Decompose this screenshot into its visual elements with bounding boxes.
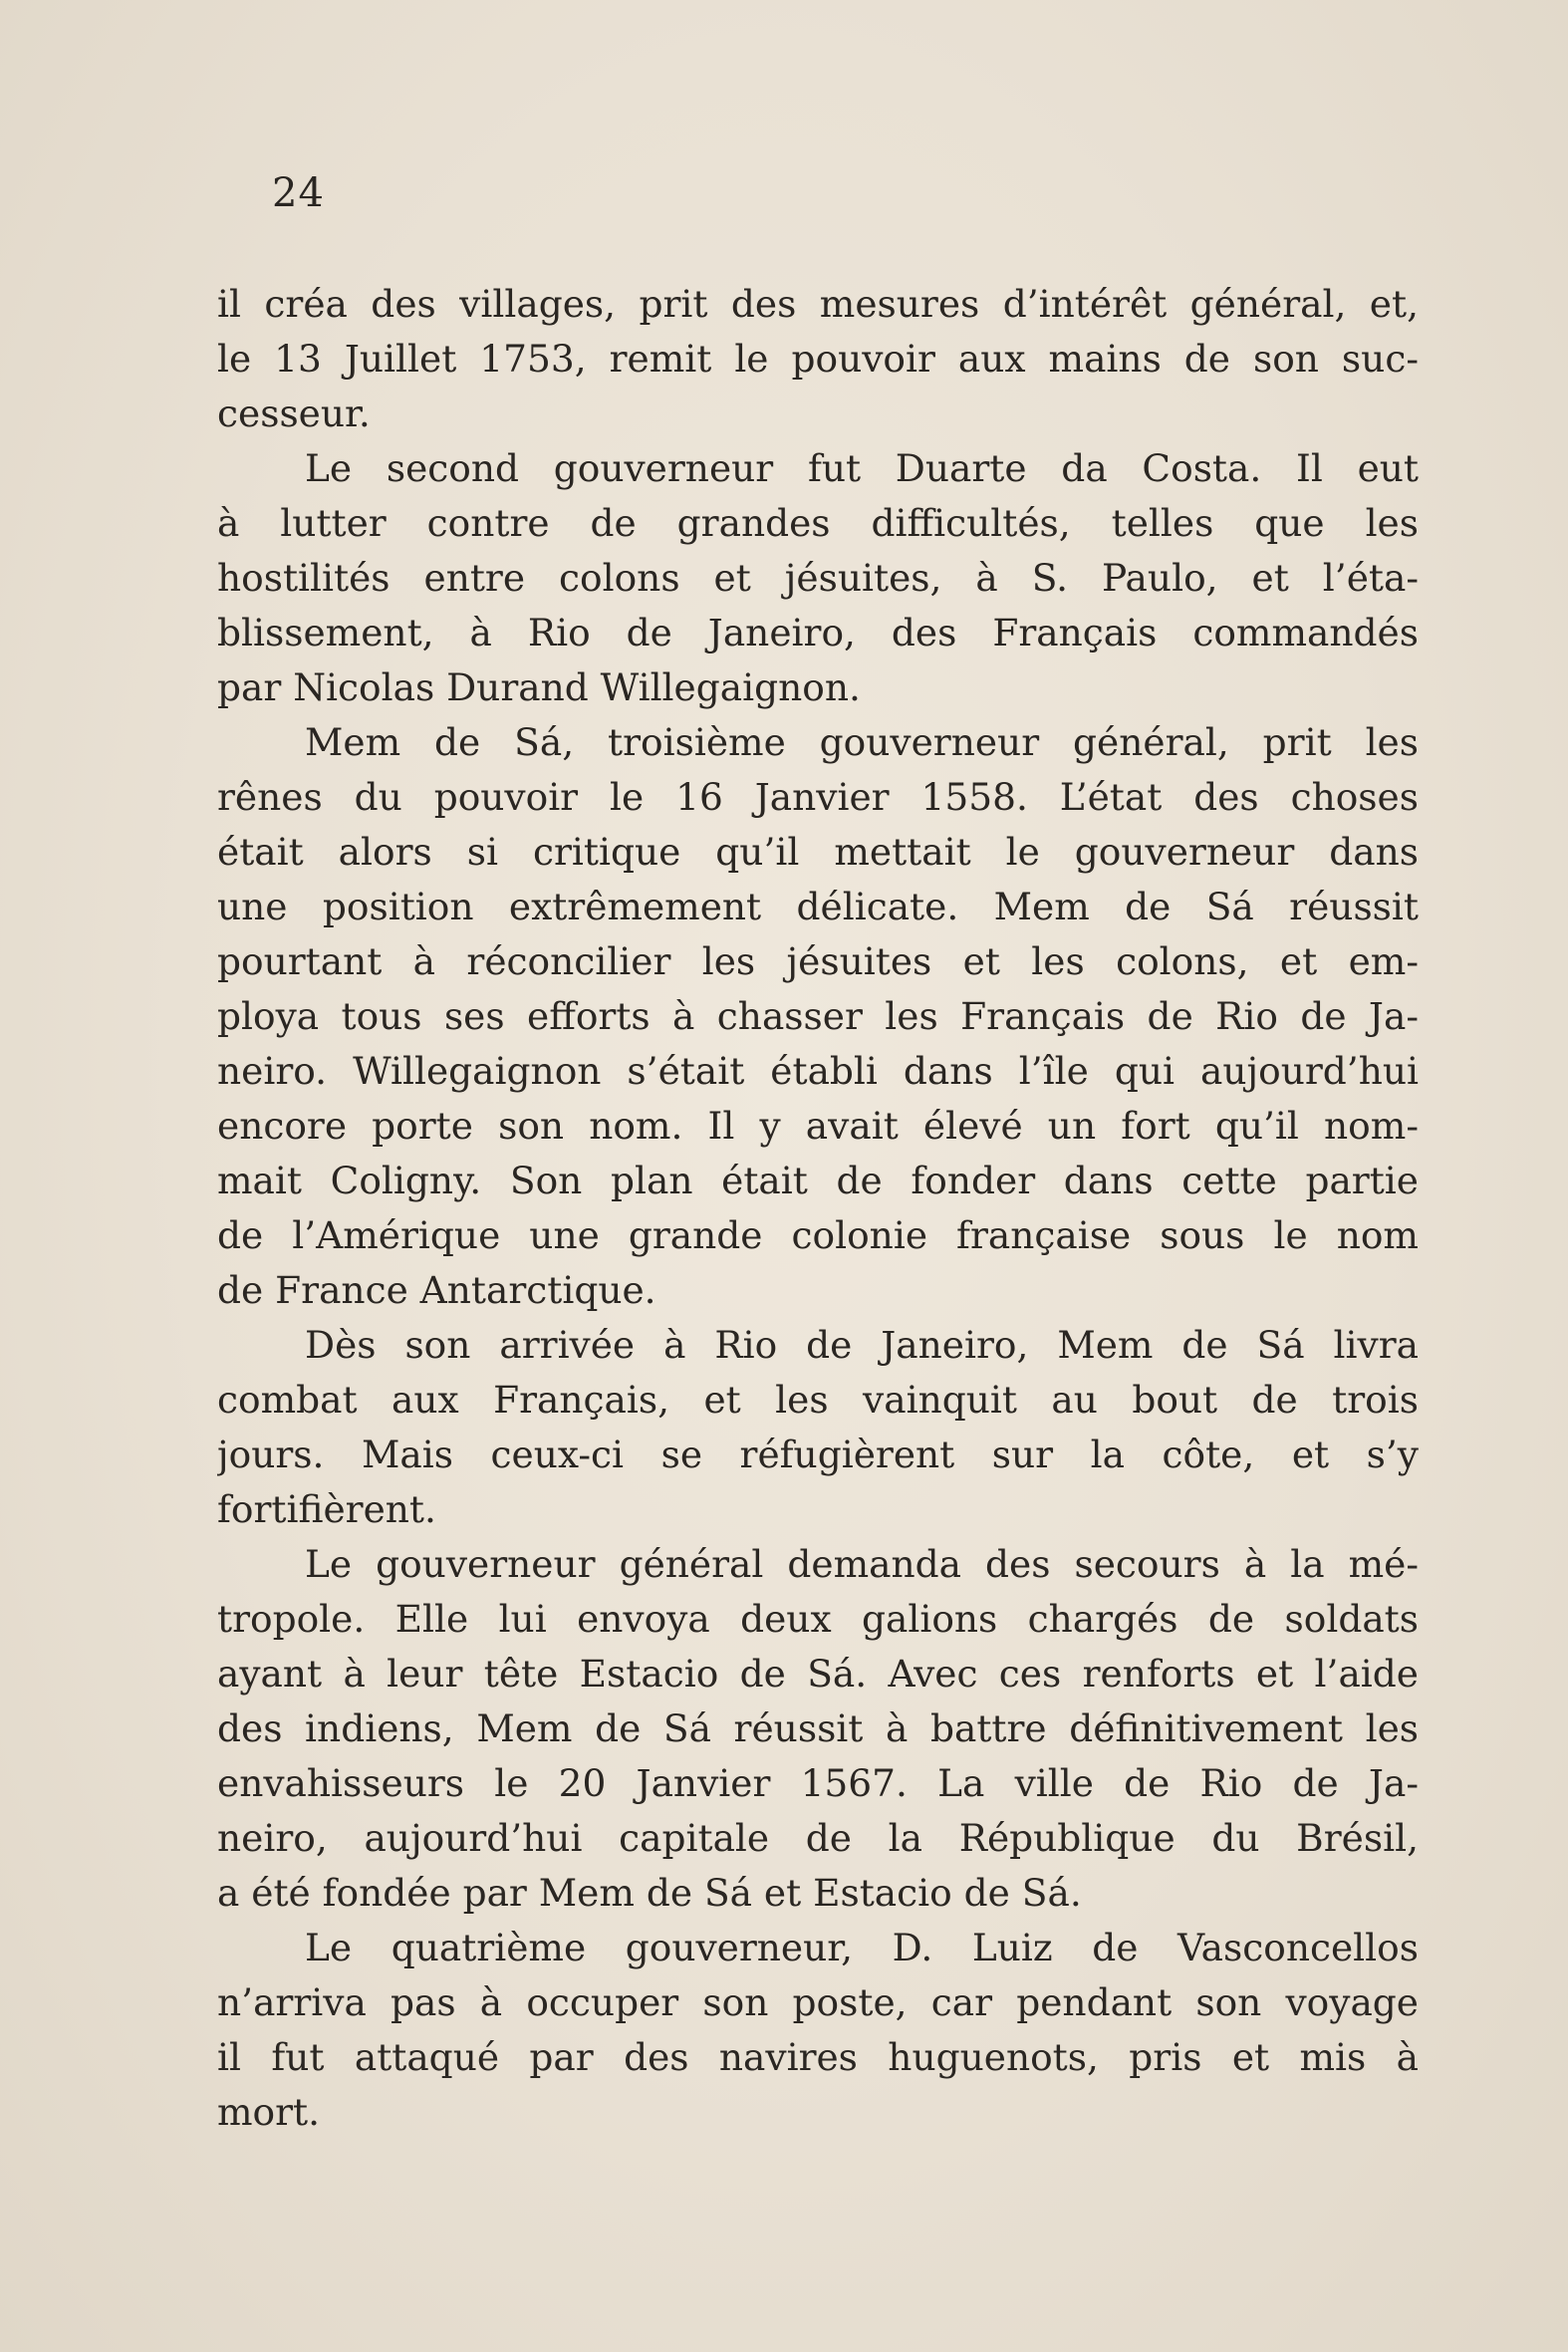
- text-line: blissement, à Rio de Janeiro, des Français commandés: [217, 611, 1419, 654]
- page-number: 24: [272, 170, 325, 216]
- text-line: Dès son arrivée à Rio de Janeiro, Mem de Sá livra: [305, 1323, 1419, 1367]
- text-line: mait Coligny. Son plan était de fonder dans cette partie: [217, 1159, 1419, 1202]
- text-line: le 13 Juillet 1753, remit le pouvoir aux mains de son suc-: [217, 337, 1419, 381]
- text-line: tropole. Elle lui envoya deux galions chargés de soldats: [217, 1597, 1419, 1641]
- text-line: mort.: [217, 2090, 321, 2134]
- text-line: n’arriva pas à occuper son poste, car pendant son voyage: [217, 1980, 1419, 2024]
- text-line: par Nicolas Durand Willegaignon.: [217, 665, 861, 709]
- text-line: cesseur.: [217, 392, 371, 435]
- text-line: pourtant à réconcilier les jésuites et les colons, et em-: [217, 939, 1419, 983]
- text-line: neiro. Willegaignon s’était établi dans l’île qui aujourd’hui: [217, 1049, 1419, 1093]
- text-line: des indiens, Mem de Sá réussit à battre définitivement les: [217, 1706, 1419, 1750]
- text-line: a été fondée par Mem de Sá et Estacio de Sá.: [217, 1871, 1082, 1915]
- text-line: rênes du pouvoir le 16 Janvier 1558. L’état des choses: [217, 775, 1419, 819]
- text-line: de l’Amérique une grande colonie française sous le nom: [217, 1213, 1419, 1257]
- text-line: de France Antarctique.: [217, 1268, 656, 1312]
- body-text: [217, 277, 1419, 2140]
- text-line: Le quatrième gouverneur, D. Luiz de Vasconcellos: [305, 1926, 1419, 1969]
- text-line: Mem de Sá, troisième gouverneur général, prit les: [305, 720, 1419, 764]
- text-line: était alors si critique qu’il mettait le gouverneur dans: [217, 830, 1419, 874]
- text-line: Le gouverneur général demanda des secours à la mé-: [305, 1542, 1419, 1586]
- text-line: envahisseurs le 20 Janvier 1567. La ville de Rio de Ja-: [217, 1761, 1419, 1805]
- text-line: jours. Mais ceux-ci se réfugièrent sur la côte, et s’y: [217, 1433, 1419, 1476]
- text-line: ayant à leur tête Estacio de Sá. Avec ces renforts et l’aide: [217, 1652, 1419, 1696]
- text-line: il créa des villages, prit des mesures d’intérêt général, et,: [217, 282, 1419, 326]
- text-line: une position extrêmement délicate. Mem de Sá réussit: [217, 885, 1419, 928]
- text-line: ploya tous ses efforts à chasser les Français de Rio de Ja-: [217, 994, 1419, 1038]
- text-line: il fut attaqué par des navires huguenots, pris et mis à: [217, 2035, 1419, 2079]
- text-line: hostilités entre colons et jésuites, à S. Paulo, et l’éta-: [217, 556, 1419, 600]
- text-line: à lutter contre de grandes difficultés, telles que les: [217, 501, 1419, 545]
- text-line: fortifièrent.: [217, 1487, 436, 1531]
- text-line: Le second gouverneur fut Duarte da Costa. Il eut: [305, 446, 1419, 490]
- text-line: combat aux Français, et les vainquit au bout de trois: [217, 1378, 1419, 1422]
- text-line: encore porte son nom. Il y avait élevé un fort qu’il nom-: [217, 1104, 1419, 1148]
- text-line: neiro, aujourd’hui capitale de la République du Brésil,: [217, 1816, 1419, 1860]
